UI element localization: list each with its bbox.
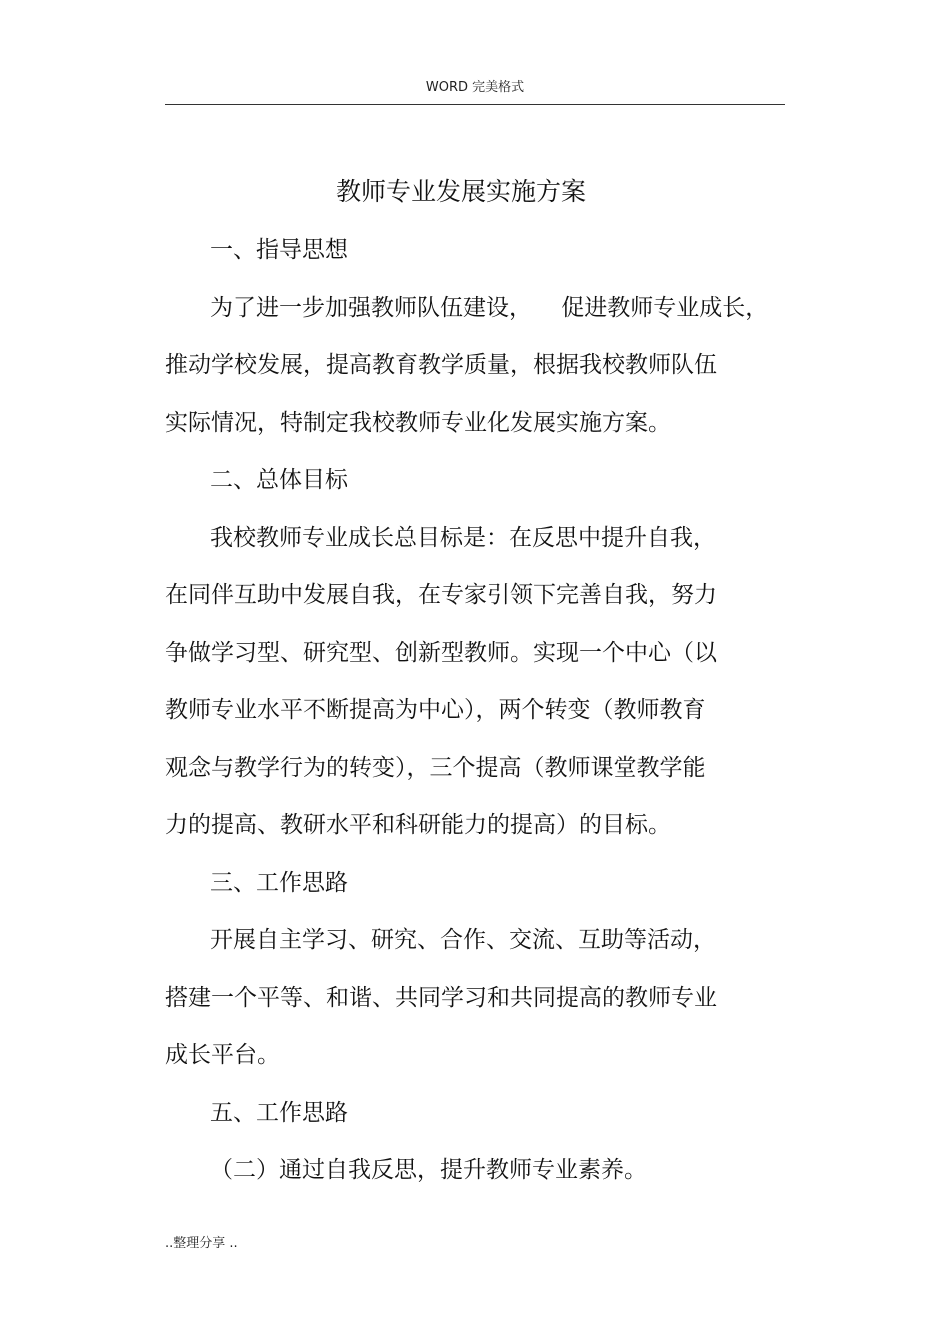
section-2-heading: 二、总体目标 (210, 467, 348, 493)
header-divider (165, 104, 785, 105)
section-1-heading: 一、指导思想 (210, 237, 348, 263)
section-3-line-1: 开展自主学习、研究、合作、交流、互助等活动， (210, 927, 716, 953)
page-header: WORD 完美格式 (425, 80, 525, 95)
section-3-line-2: 搭建一个平等、和谐、共同学习和共同提高的教师专业 (165, 985, 717, 1011)
document-title: 教师专业发展实施方案 (335, 177, 586, 206)
section-5-subheading: （二）通过自我反思，提升教师专业素养。 (210, 1157, 647, 1183)
section-2-line-6: 力的提高、教研水平和科研能力的提高）的目标。 (165, 812, 671, 838)
section-2-line-3: 争做学习型、研究型、创新型教师。实现一个中心（以 (165, 640, 717, 666)
section-1-line-3: 实际情况，特制定我校教师专业化发展实施方案。 (165, 410, 671, 436)
section-2-line-4: 教师专业水平不断提高为中心），两个转变（教师教育 (165, 697, 706, 723)
page-footer: ..整理分享 .. (165, 1236, 238, 1251)
section-5-heading: 五、工作思路 (210, 1100, 348, 1126)
section-3-line-3: 成长平台。 (165, 1042, 280, 1068)
section-2-line-1: 我校教师专业成长总目标是：在反思中提升自我， (210, 525, 716, 551)
section-2-line-5: 观念与教学行为的转变），三个提高（教师课堂教学能 (165, 755, 706, 781)
section-1-line-2: 推动学校发展，提高教育教学质量，根据我校教师队伍 (165, 352, 717, 378)
section-2-line-2: 在同伴互助中发展自我，在专家引领下完善自我，努力 (165, 582, 717, 608)
section-1-line-1: 为了进一步加强教师队伍建设， 促进教师专业成长， (210, 295, 769, 321)
section-3-heading: 三、工作思路 (210, 870, 348, 896)
